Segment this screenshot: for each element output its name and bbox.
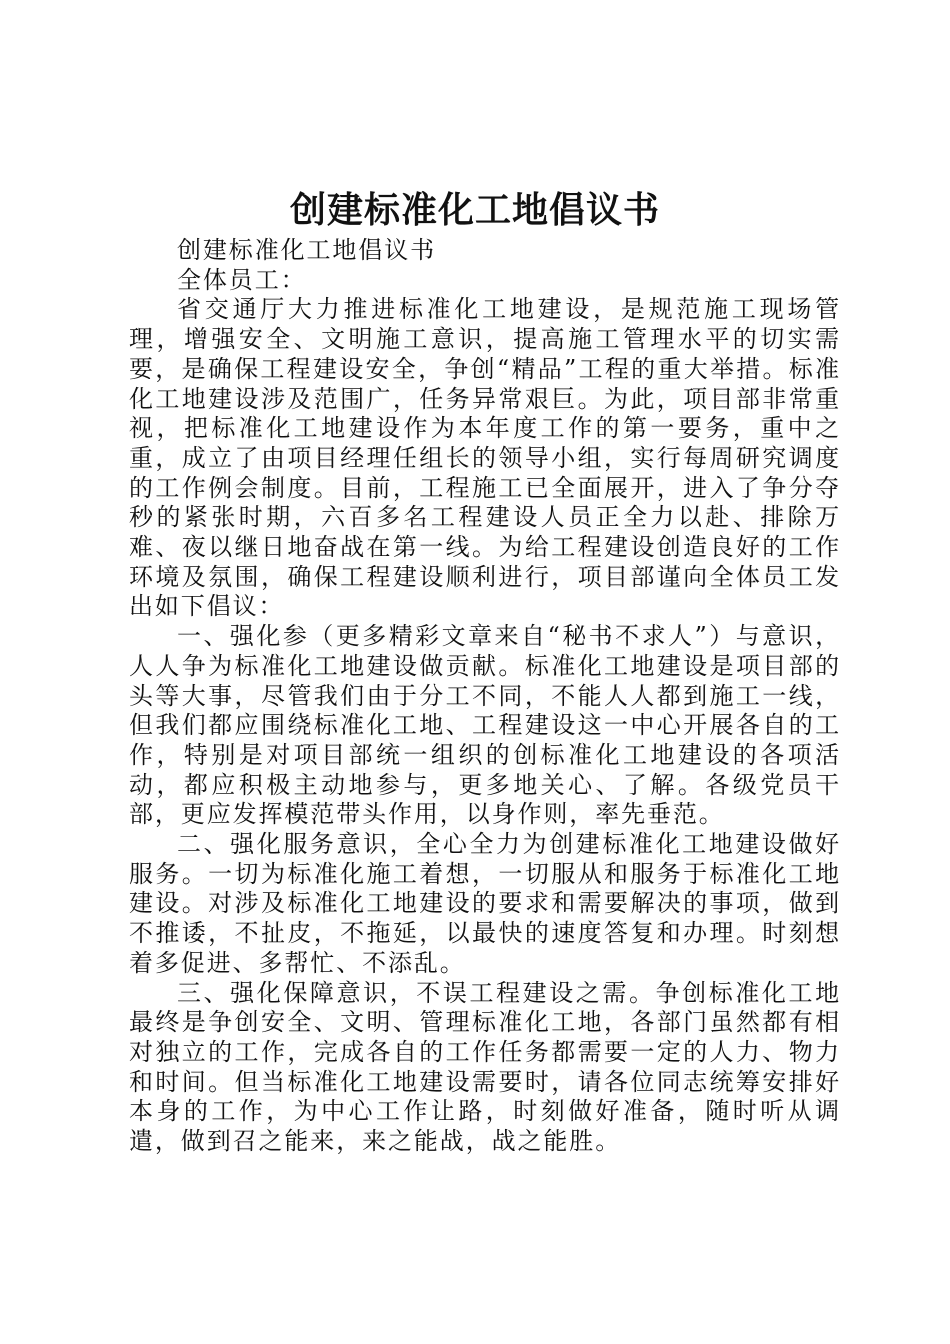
salutation-paragraph: 全体员工： — [177, 265, 307, 294]
subtitle-paragraph: 创建标准化工地倡议书 — [177, 236, 436, 264]
intro-paragraph: 省交通厅大力推进标准化工地建设，是规范施工现场管理，增强安全、文明施工意识，提高施工管理水平的切实需要，是确保工程建设安全，争创“精品”工程的重大举措。标准化工地建设涉及范围广，任务异常艰巨。为此，项目部非常重视，把标准化工地建设作为本年度工作的第一要务，重中之重，成立了由项目经理任组长的领导小组，实行每周研究调度的工作例会制度。目前，工程施工已全面展开，进入了争分夺秒的紧张时期，六百多名工程建设人员正全力以赴、排除万难、夜以继日地奋战在第一线。为给工程建设创造良好的工作环境及氛围，确保工程建设顺利进行，项目部谨向全体员工发出如下倡议： — [129, 295, 841, 621]
document-title: 创建标准化工地倡议书 — [289, 189, 660, 231]
proposal-three-paragraph: 三、强化保障意识，不误工程建设之需。争创标准化工地最终是争创安全、文明、管理标准化工地，各部门虽然都有相对独立的工作，完成各自的工作任务都需要一定的人力、物力和时间。但当标准化工地建设需要时，请各位同志统筹安排好本身的工作，为中心工作让路，时刻做好准备，随时听从调遣，做到召之能来，来之能战，战之能胜。 — [129, 978, 841, 1156]
proposal-two-paragraph: 二、强化服务意识，全心全力为创建标准化工地建设做好服务。一切为标准化施工着想，一切服从和服务于标准化工地建设。对涉及标准化工地建设的要求和需要解决的事项，做到不推诿，不扯皮，不拖延，以最快的速度答复和办理。时刻想着多促进、多帮忙、不添乱。 — [129, 830, 841, 977]
document-body — [129, 236, 841, 1157]
proposal-one-paragraph: 一、强化参（更多精彩文章来自“秘书不求人”）与意识，人人争为标准化工地建设做贡献。标准化工地建设是项目部的头等大事，尽管我们由于分工不同，不能人人都到施工一线，但我们都应围绕标准化工地、工程建设这一中心开展各自的工作，特别是对项目部统一组织的创标准化工地建设的各项活动，都应积极主动地参与，更多地关心、了解。各级党员干部，更应发挥模范带头作用，以身作则，率先垂范。 — [129, 622, 841, 829]
